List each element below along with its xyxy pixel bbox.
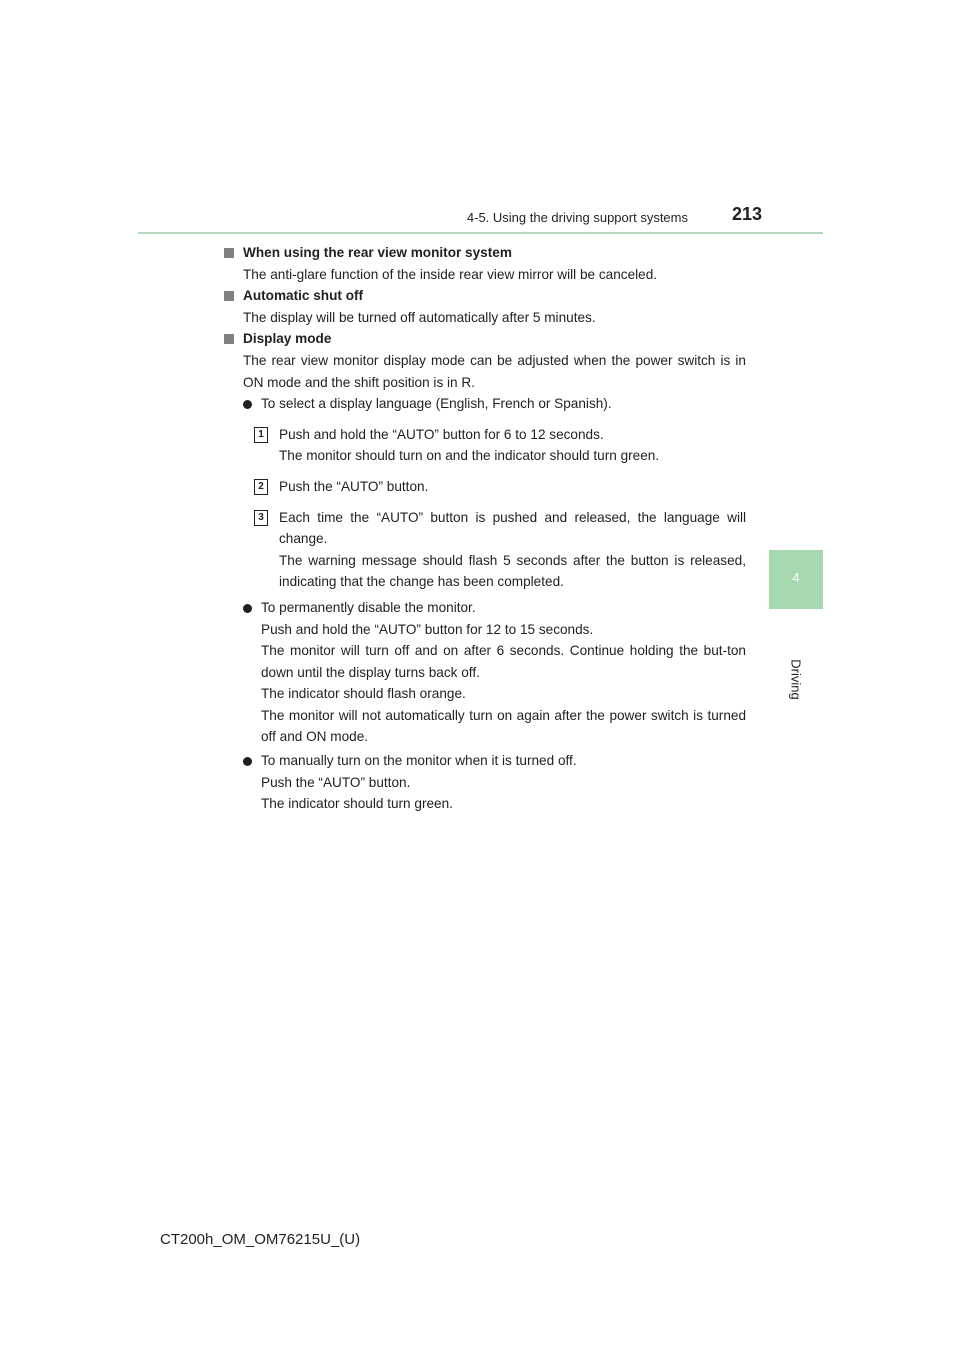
step-text: Push and hold the “AUTO” button for 6 to 12 seconds.	[279, 426, 604, 442]
step-text: Each time the “AUTO” button is pushed and released, the language will change.	[279, 509, 746, 547]
step-item	[224, 424, 746, 467]
step-item	[224, 476, 746, 498]
document-code: CT200h_OM_OM76215U_(U)	[160, 1231, 361, 1248]
step-number-badge: 3	[254, 510, 268, 526]
bullet-item: To select a display language (English, French or Spanish).	[224, 393, 746, 415]
page-content	[224, 242, 746, 815]
chapter-label	[786, 650, 806, 710]
section-body: The display will be turned off automatically after 5 minutes.	[243, 309, 596, 325]
bullet-dot-icon	[243, 604, 252, 613]
square-bullet-icon	[224, 291, 234, 301]
section-title: 4-5. Using the driving support systems	[466, 210, 688, 225]
bullet-dot-icon	[243, 757, 252, 766]
step-text: The warning message should flash 5 seconds after the button is released, indicating that the change has been completed.	[279, 552, 746, 590]
chapter-tab	[769, 550, 823, 609]
bullet-item: To permanently disable the monitor. Push and hold the “AUTO” button for 12 to 15 seconds. The monitor will turn off and on after 6 seconds. Continue holding the but-ton down until the display turns back off. The indicator should flash orange. The monitor will not automatically turn on again after the power switch is turned off and ON mode.	[224, 597, 746, 748]
square-bullet-icon	[224, 334, 234, 344]
step-number-badge: 2	[254, 479, 268, 495]
step-item	[224, 507, 746, 593]
chapter-number: 4	[792, 570, 800, 585]
square-bullet-icon	[224, 248, 234, 258]
section-heading: When using the rear view monitor system	[224, 242, 746, 264]
section-body: The rear view monitor display mode can be adjusted when the power switch is in ON mode and the shift position is in R.	[243, 352, 746, 390]
step-text: Push the “AUTO” button.	[279, 478, 429, 494]
bullet-dot-icon	[243, 400, 252, 409]
section-heading: Display mode	[224, 328, 746, 350]
section-heading: Automatic shut off	[224, 285, 746, 307]
page-number: 213	[731, 204, 762, 224]
step-number-badge: 1	[254, 427, 268, 443]
section-body: The anti-glare function of the inside rear view mirror will be canceled.	[243, 266, 658, 282]
step-text: The monitor should turn on and the indicator should turn green.	[279, 448, 660, 464]
bullet-item: To manually turn on the monitor when it is turned off. Push the “AUTO” button. The indicator should turn green.	[224, 750, 746, 815]
chapter-label-text: Driving	[788, 659, 804, 700]
header-rule	[138, 232, 823, 234]
